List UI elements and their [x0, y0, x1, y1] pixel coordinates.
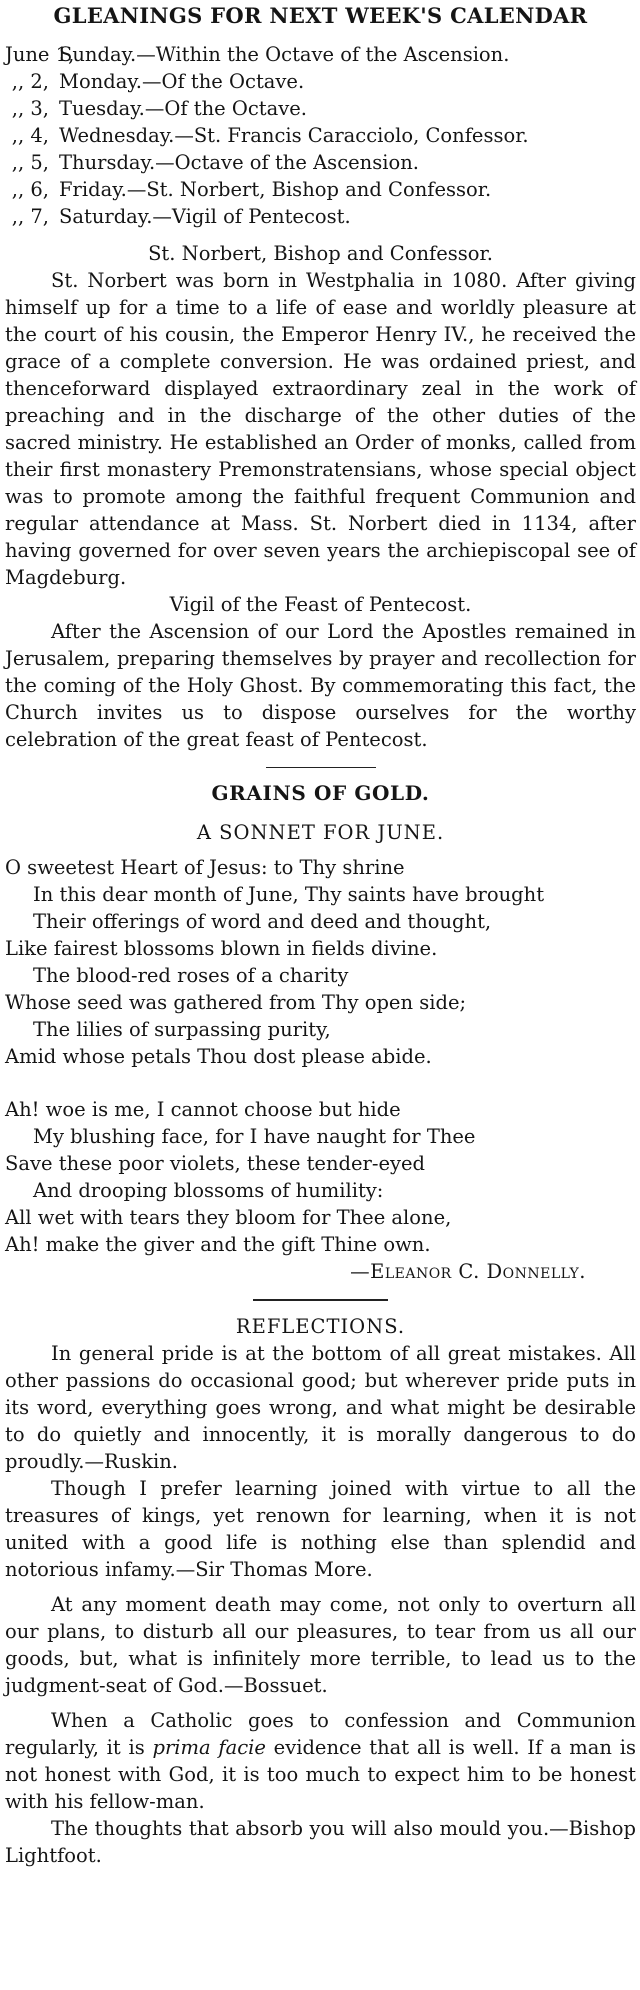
- reflections-heading: REFLECTIONS.: [235, 1315, 406, 1338]
- poem-line: The blood-red roses of a charity: [33, 964, 349, 987]
- section-divider: [253, 1299, 388, 1301]
- calendar-entry: [5, 149, 636, 176]
- calendar-text: Monday.—Of the Octave.: [59, 70, 305, 93]
- poem-attribution: —Eleanor C. Donnelly.: [350, 1260, 586, 1283]
- calendar-text: Sunday.—Within the Octave of the Ascension.: [59, 43, 510, 66]
- poem-line: My blushing face, for I have naught for Thee: [33, 1125, 476, 1148]
- calendar-entry: [5, 68, 636, 95]
- reflection-lightfoot: The thoughts that absorb you will also mould you.—Bishop Lightfoot.: [5, 1817, 636, 1867]
- stanza-break: [5, 1070, 636, 1096]
- poem-line: Ah! woe is me, I cannot choose but hide: [5, 1098, 401, 1121]
- reflection-confession: [5, 1707, 636, 1815]
- poem-line: Their offerings of word and deed and thought,: [33, 910, 492, 933]
- reflection-more: Though I prefer learning joined with virtue to all the treasures of kings, yet renown for learning, when it is not united with a good life is nothing else than splendid and notorious infamy.—Sir Thomas More.: [5, 1477, 636, 1581]
- calendar-entry: [5, 176, 636, 203]
- poem-line: Amid whose petals Thou dost please abide.: [5, 1045, 432, 1068]
- poem-line: Like fairest blossoms blown in fields divine.: [5, 937, 438, 960]
- calendar-entry: [5, 122, 636, 149]
- sonnet-title: A SONNET FOR JUNE.: [196, 821, 445, 844]
- calendar-text: Saturday.—Vigil of Pentecost.: [59, 205, 351, 228]
- calendar-list: [5, 41, 636, 230]
- vigil-body: After the Ascension of our Lord the Apostles remained in Jerusalem, preparing themselves by prayer and recollection for the coming of the Holy Ghost. By commemorating this fact, the Church invites us to dispose ourselves for the worthy celebration of the great feast of Pentecost.: [5, 620, 636, 751]
- poem-line: And drooping blossoms of humility:: [33, 1179, 384, 1202]
- calendar-heading: GLEANINGS FOR NEXT WEEK'S CALENDAR: [53, 3, 588, 28]
- vigil-heading: Vigil of the Feast of Pentecost.: [169, 593, 472, 616]
- calendar-entry: [5, 41, 636, 68]
- calendar-entry: [5, 203, 636, 230]
- calendar-entry: [5, 95, 636, 122]
- reflection-text: When a Catholic goes to confession and Communion regularly, it is: [5, 1709, 636, 1759]
- norbert-heading: St. Norbert, Bishop and Confessor.: [148, 242, 493, 265]
- reflection-text: evidence that all is well. If a man is not honest with God, it is too much to expect him to be honest with his fellow-man.: [5, 1736, 636, 1813]
- calendar-date: June 1,: [5, 43, 75, 66]
- norbert-body: St. Norbert was born in Westphalia in 1080. After giving himself up for a time to a life of ease and worldly pleasure at the court of his cousin, the Emperor Henry IV., he received the grace of a complete conversion. He was ordained priest, and thenceforward displayed extraordinary zeal in the work of preaching and in the discharge of the other duties of the sacred ministry. He established an Order of monks, called from their first monastery Premonstratensians, whose special object was to promote among the faithful frequent Communion and regular attendance at Mass. St. Norbert died in 1134, after having governed for over seven years the archiepiscopal see of Magdeburg.: [5, 269, 636, 589]
- calendar-date: ,, 2,: [11, 70, 49, 93]
- poem-line: Save these poor violets, these tender-eyed: [5, 1152, 426, 1175]
- calendar-text: Tuesday.—Of the Octave.: [59, 97, 308, 120]
- sonnet-poem: [5, 854, 636, 1285]
- reflection-bossuet: At any moment death may come, not only to overturn all our plans, to disturb all our pleasures, to tear from us all our goods, but, what is infinitely more terrible, to lead us to the judgment-seat of God.—Bossuet.: [5, 1593, 636, 1697]
- calendar-text: Thursday.—Octave of the Ascension.: [59, 151, 419, 174]
- poem-line: In this dear month of June, Thy saints have brought: [33, 883, 545, 906]
- calendar-date: ,, 3,: [11, 97, 49, 120]
- calendar-text: Friday.—St. Norbert, Bishop and Confessor.: [59, 178, 492, 201]
- section-divider: [266, 767, 376, 768]
- latin-phrase: prima facie: [152, 1736, 266, 1759]
- poem-line: The lilies of surpassing purity,: [33, 1018, 331, 1041]
- reflection-ruskin: In general pride is at the bottom of all great mistakes. All other passions do occasional good; but wherever pride puts in its word, everything goes wrong, and what might be desirable to do quietly and innocently, it is morally dangerous to do proudly.—Ruskin.: [5, 1342, 636, 1473]
- poem-line: Ah! make the giver and the gift Thine own.: [5, 1233, 431, 1256]
- calendar-date: ,, 7,: [11, 205, 49, 228]
- poem-line: Whose seed was gathered from Thy open side;: [5, 991, 467, 1014]
- poem-line: All wet with tears they bloom for Thee alone,: [5, 1206, 452, 1229]
- calendar-date: ,, 4,: [11, 124, 49, 147]
- poem-line: O sweetest Heart of Jesus: to Thy shrine: [5, 856, 405, 879]
- grains-heading: GRAINS OF GOLD.: [211, 781, 430, 805]
- calendar-text: Wednesday.—St. Francis Caracciolo, Confessor.: [59, 124, 529, 147]
- calendar-date: ,, 5,: [11, 151, 49, 174]
- calendar-date: ,, 6,: [11, 178, 49, 201]
